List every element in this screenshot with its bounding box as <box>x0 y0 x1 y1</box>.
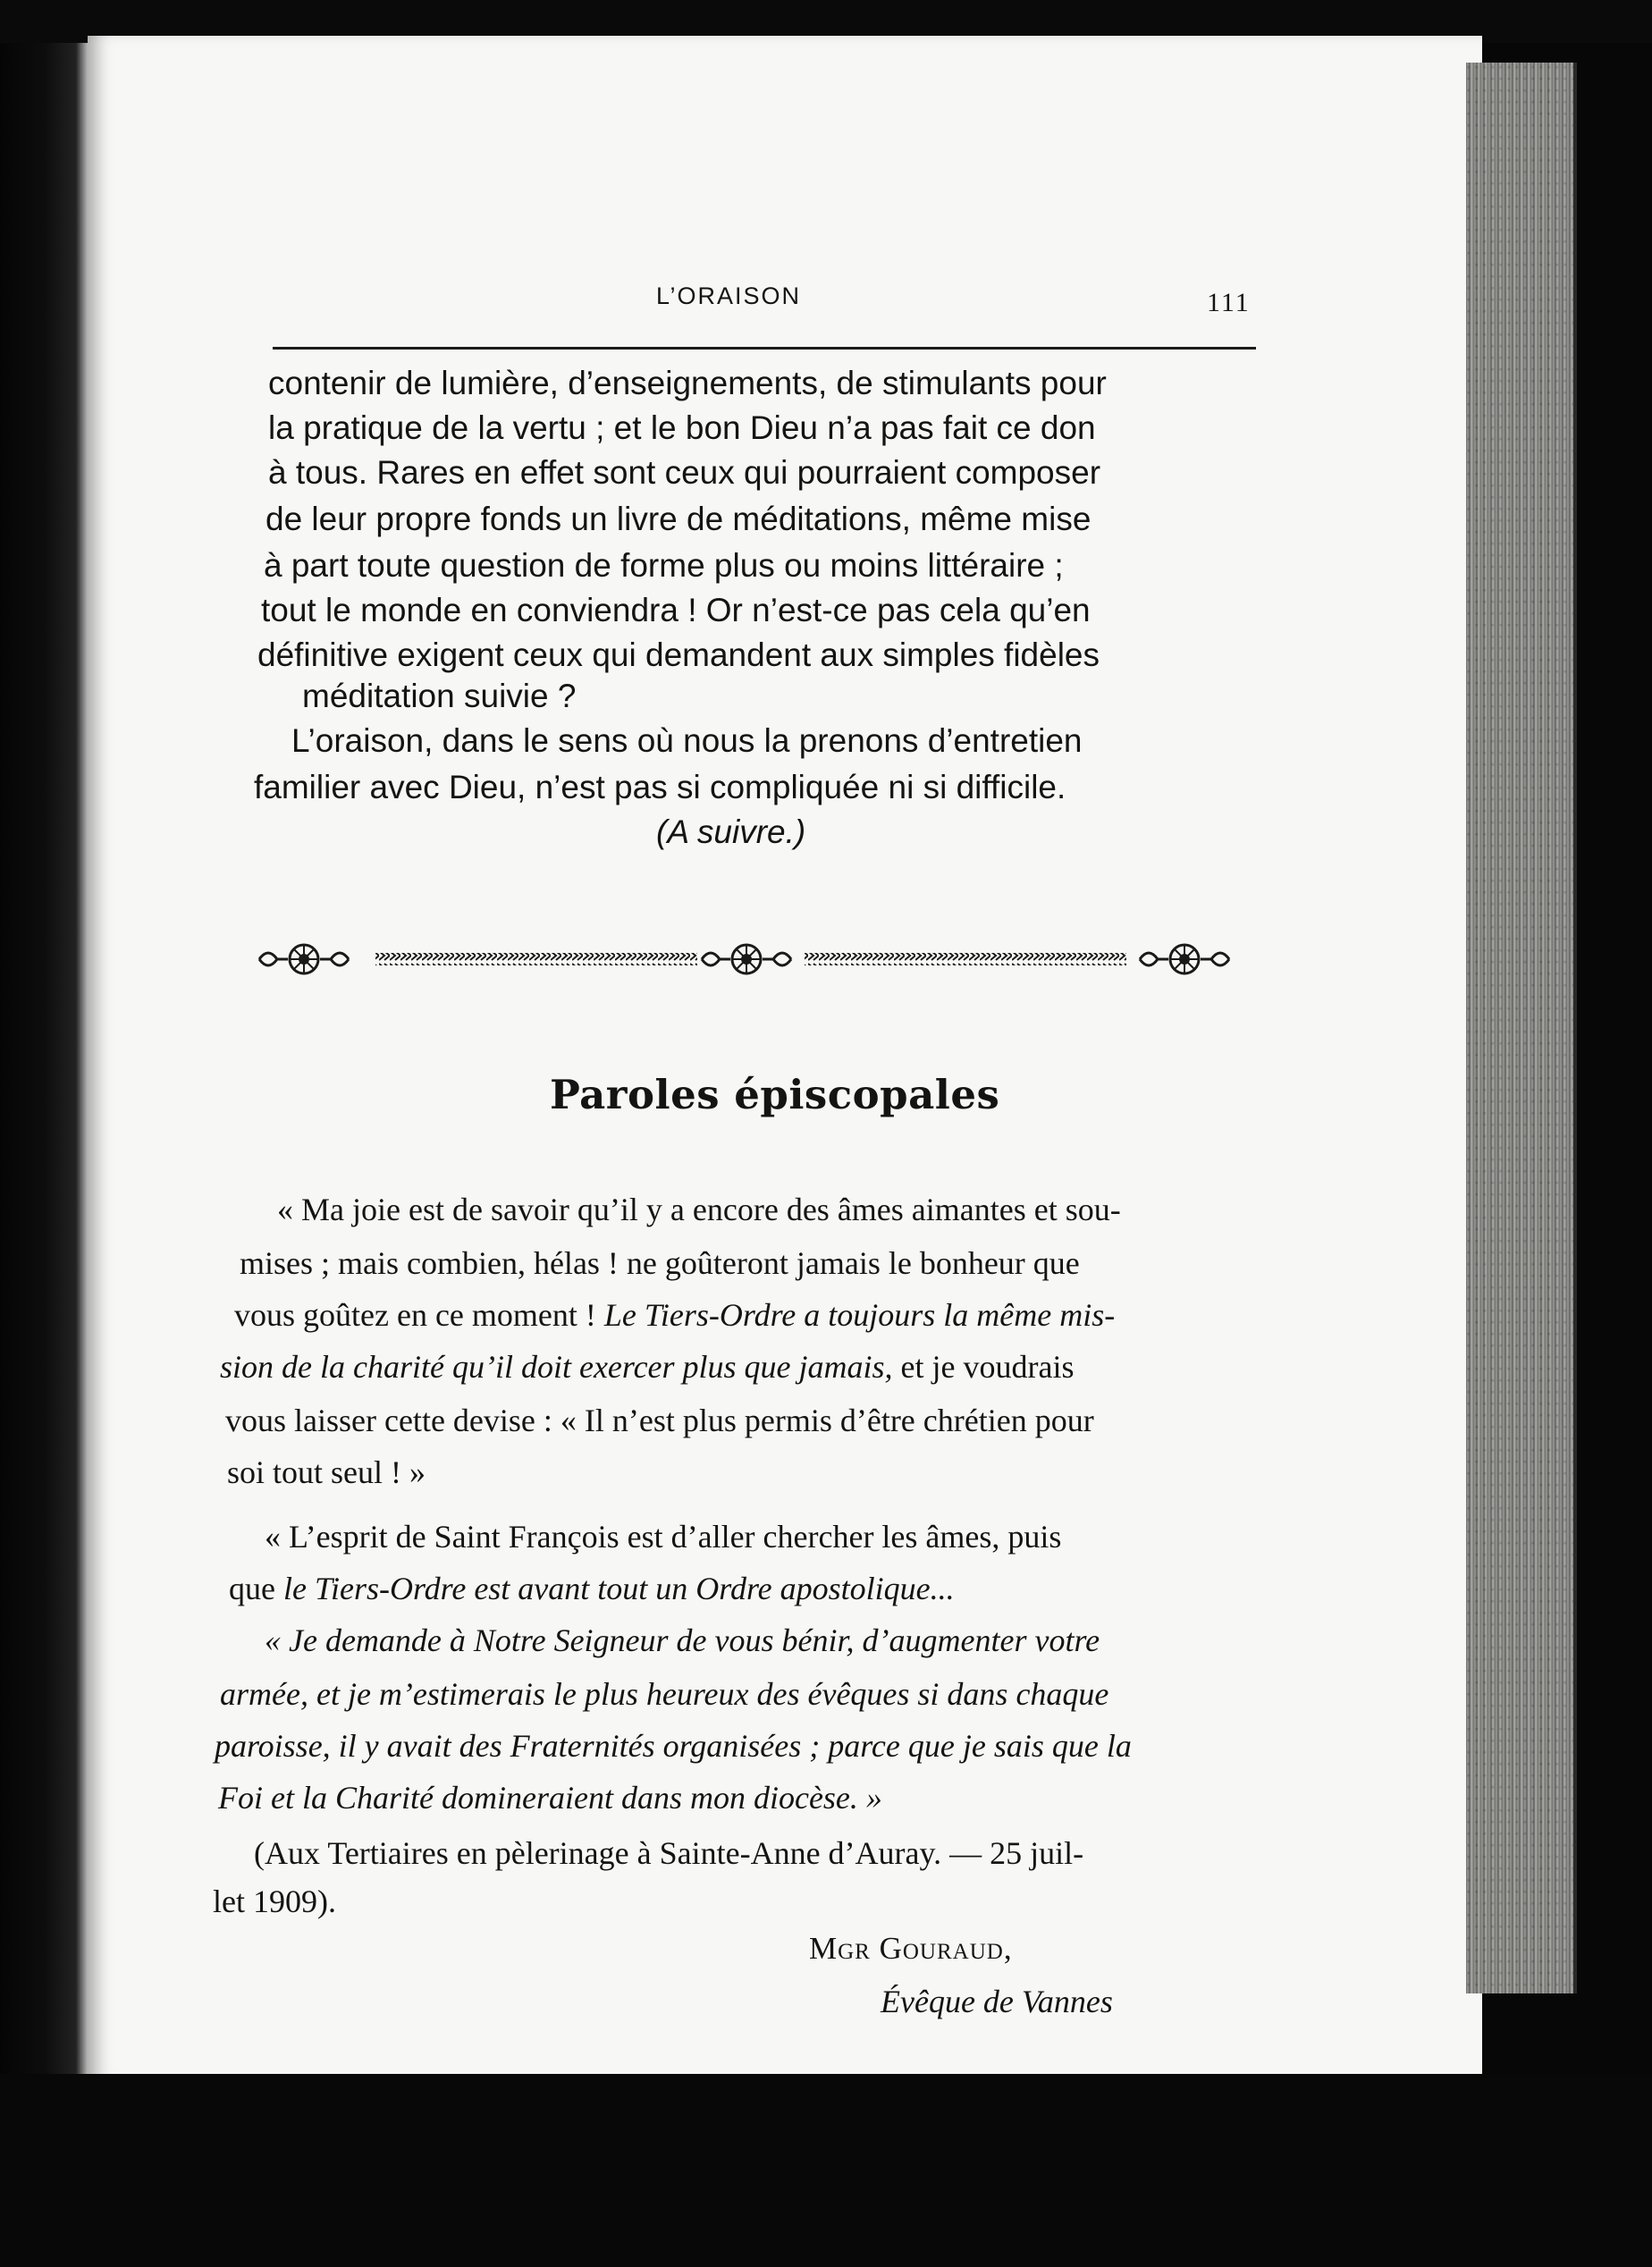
signature-title: Évêque de Vannes <box>881 1984 1113 2019</box>
text-line: familier avec Dieu, n’est pas si compliquée ni si difficile. <box>254 769 1066 805</box>
quote-line: armée, et je m’estimerais le plus heureux des évêques si dans chaque <box>220 1676 1109 1712</box>
text-line: à part toute question de forme plus ou moins littéraire ; <box>264 547 1064 584</box>
quote-line: paroisse, il y avait des Fraternités organisées ; parce que je sais que la <box>215 1728 1132 1764</box>
text-line: méditation suivie ? <box>302 678 577 714</box>
ornamental-divider <box>250 937 1243 982</box>
quote-line <box>218 1779 882 1816</box>
quote-line: « Ma joie est de savoir qu’il y a encore des âmes aimantes et sou- <box>277 1192 1121 1227</box>
quote-source: (Aux Tertiaires en pèlerinage à Sainte-Anne d’Auray. — 25 juil- <box>254 1835 1084 1871</box>
quote-mark: » <box>857 1780 882 1816</box>
page-number: 111 <box>1207 288 1251 317</box>
quote-text-italic: le Tiers-Ordre est avant tout un Ordre apostolique... <box>282 1571 955 1606</box>
header-rule <box>273 347 1256 350</box>
quote-source: let 1909). <box>213 1884 336 1919</box>
quote-text-italic: sion de la charité qu’il doit exercer plus que jamais, <box>220 1349 893 1385</box>
text-line: à tous. Rares en effet sont ceux qui pourraient composer <box>268 454 1101 491</box>
text-line: la pratique de la vertu ; et le bon Dieu n’a pas fait ce don <box>268 409 1096 446</box>
quote-line: « L’esprit de Saint François est d’aller chercher les âmes, puis <box>265 1519 1062 1555</box>
quote-text-plain: que <box>229 1571 283 1606</box>
text-line: de leur propre fonds un livre de méditations, même mise <box>266 501 1092 537</box>
text-line: définitive exigent ceux qui demandent aux simples fidèles <box>257 636 1100 673</box>
quote-line: soi tout seul ! » <box>227 1454 426 1490</box>
section-heading: Paroles épiscopales <box>550 1071 1000 1118</box>
text-line: L’oraison, dans le sens où nous la prenons d’entretien <box>291 722 1083 759</box>
text-line: tout le monde en conviendra ! Or n’est-ce pas cela qu’en <box>261 592 1091 628</box>
quote-text-italic: Foi et la Charité domineraient dans mon diocèse. <box>218 1780 858 1816</box>
quote-text-italic: Le Tiers-Ordre a toujours la même mis- <box>603 1297 1116 1333</box>
quote-text-plain: vous goûtez en ce moment ! <box>234 1297 604 1333</box>
signature-name: Mgr Gouraud, <box>809 1931 1013 1966</box>
quote-line <box>229 1570 955 1607</box>
quote-line: mises ; mais combien, hélas ! ne goûteront jamais le bonheur que <box>240 1245 1080 1281</box>
quote-line <box>220 1348 1075 1386</box>
running-header: L’ORAISON <box>656 282 802 309</box>
quote-text-plain: et je voudrais <box>892 1349 1075 1385</box>
quote-mark: « <box>265 1622 289 1658</box>
quote-line <box>234 1296 1115 1334</box>
to-be-continued: (A suivre.) <box>656 813 806 850</box>
quote-line: vous laisser cette devise : « Il n’est plus permis d’être chrétien pour <box>225 1403 1094 1438</box>
quote-line <box>265 1622 1100 1659</box>
quote-text-italic: Je demande à Notre Seigneur de vous bénir, d’augmenter votre <box>289 1622 1100 1658</box>
text-line: contenir de lumière, d’enseignements, de stimulants pour <box>268 365 1107 401</box>
